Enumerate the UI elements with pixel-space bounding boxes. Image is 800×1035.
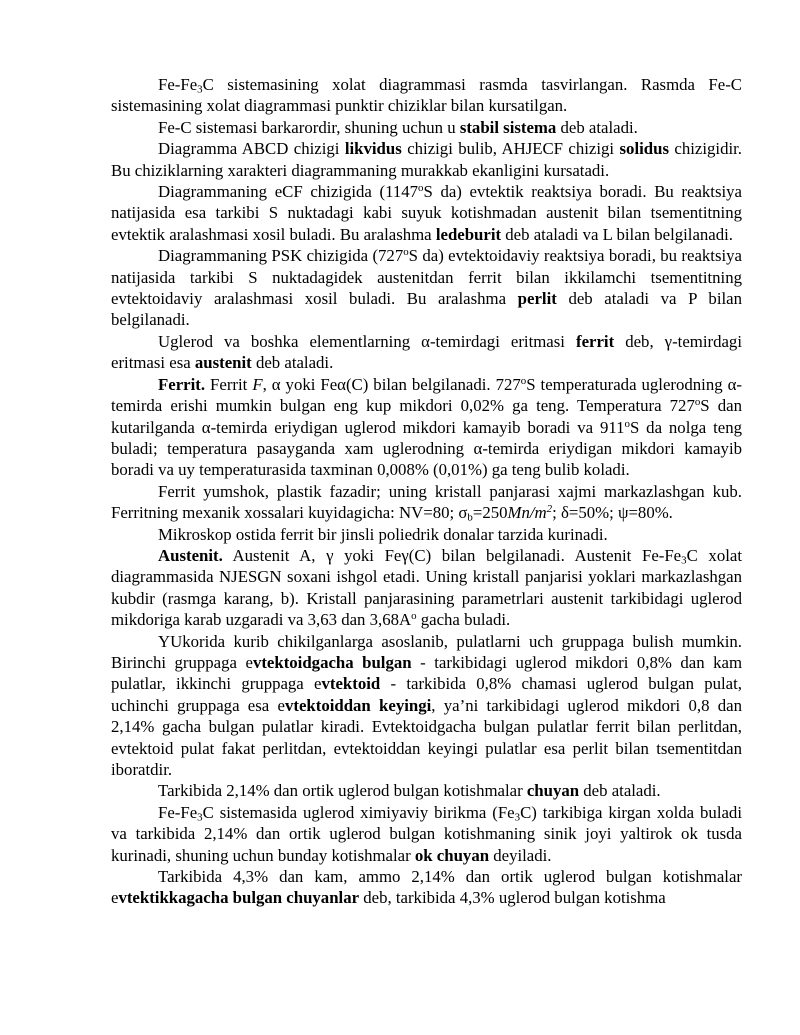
paragraph	[111, 481, 742, 524]
text-run: deb ataladi.	[251, 353, 334, 373]
text-run: Ferrit	[205, 374, 253, 394]
text-run: gacha buladi.	[416, 610, 511, 630]
text-run: o	[694, 396, 701, 409]
text-run: ; δ=50%; ψ=80%.	[552, 503, 673, 523]
text-run: deb ataladi va L bilan belgilanadi.	[501, 224, 733, 244]
text-run: S dan kutarilganda α-temirda eriydigan uglerod mikdori kamayib boradi va 911	[111, 396, 742, 437]
bold-term: likvidus	[344, 139, 402, 159]
text-run: deyiladi.	[489, 845, 552, 865]
text-run: o	[520, 374, 527, 387]
text-run: Mikroskop ostida ferrit bir jinsli poliedrik donalar tarzida kurinadi.	[158, 524, 608, 544]
text-run: Diagramma ABCD chizigi	[158, 139, 345, 159]
text-run: 2	[546, 503, 553, 516]
bold-term: solidus	[619, 139, 669, 159]
paragraph	[111, 117, 742, 138]
text-run: deb ataladi va P bilan belgilanadi.	[111, 289, 742, 330]
paragraph	[111, 545, 742, 631]
bold-term: ferrit	[575, 331, 615, 351]
text-run: YUkorida kurib chikilganlarga asoslanib, pulatlarni uch gruppaga bulish mumkin. Birinchi gruppaga e	[111, 631, 742, 672]
text-run: o	[418, 182, 424, 195]
paragraph	[111, 331, 742, 374]
paragraph	[111, 181, 742, 245]
text-run: o	[411, 610, 417, 623]
text-run: - tarkibida 0,8% chamasi uglerod bulgan pulat, uchinchi gruppaga esa e	[111, 674, 742, 715]
text-run: C sistemasining xolat diagrammasi rasmda tasvirlangan. Rasmda Fe-C sistemasining xolat diagrammasi punktir chiziklar bilan kursatilgan.	[111, 75, 742, 116]
text-run: chizigi bulib, AHJECF chizigi	[401, 139, 620, 159]
text-run: Uglerod va boshka elementlarning α-temirdagi eritmasi	[158, 331, 576, 351]
bold-term: Ferrit.	[158, 374, 206, 394]
text-run: 3	[197, 811, 203, 824]
text-run: F	[252, 374, 263, 394]
text-run: Fe-Fe	[158, 802, 198, 822]
paragraph	[111, 780, 742, 801]
paragraph	[111, 138, 742, 181]
text-run: Diagrammaning eCF chizigida (1147	[158, 182, 419, 202]
bold-term: chuyan	[526, 781, 580, 801]
text-run: S da) evtektoidaviy reaktsiya boradi, bu reaktsiya natijasida tarkibi S nuktadagidek austenitdan ferrit bilan ikkilamchi tsementitning evtektoidaviy aralashmasi xosil buladi. Bu aralashma	[111, 246, 742, 309]
text-run: , ya’ni tarkibidagi uglerod mikdori 0,8 dan 2,14% gacha bulgan pulatlar kiradi. Evtektoidgacha bulgan pulatlar ferrit bilan perlitdan, evtektoid pulat fakat perlitdan, evtektoiddan keyingi pulatlar esa perlit bilan tsementitdan iboratdir.	[111, 695, 742, 779]
bold-term: ledeburit	[435, 224, 502, 244]
text-run: Tarkibida 2,14% dan ortik uglerod bulgan kotishmalar	[158, 781, 527, 801]
bold-term: vtektoiddan keyingi	[284, 695, 432, 715]
paragraph	[111, 524, 742, 545]
text-run: 3	[197, 83, 203, 96]
bold-term: ok chuyan	[414, 845, 490, 865]
text-run: C xolat diagrammasida NJESGN soxani ishgol etadi. Uning kristall panjarisi yoklari markazlashgan kubdir (rasmga karang, b). Kristall panjarasining parametrlari austenit tarkibidagi uglerod mikdoriga karab uzgaradi va 3,63 dan 3,68A	[111, 545, 742, 630]
text-run: Tarkibida 4,3% dan kam, ammo 2,14% dan ortik uglerod bulgan kotishmalar e	[111, 867, 742, 908]
text-run: deb ataladi.	[579, 781, 661, 801]
text-run: Mn/m	[507, 503, 547, 523]
text-run: 3	[681, 554, 687, 567]
text-run: o	[624, 417, 630, 430]
paragraph	[111, 866, 742, 909]
bold-term: vtektoid	[321, 674, 381, 694]
bold-term: perlit	[517, 289, 557, 309]
text-run: =250	[472, 503, 508, 523]
text-run: - tarkibidagi uglerod mikdori 0,8% dan kam pulatlar, ikkinchi gruppaga e	[111, 652, 742, 694]
text-run: C) tarkibiga kirgan xolda buladi va tarkibida 2,14% dan ortik uglerod bulgan kotishmaning sinik joyi yaltirok ok tusda kurinadi, shuning uchun bunday kotishmalar	[111, 802, 742, 865]
paragraph	[111, 802, 742, 866]
paragraph	[111, 374, 742, 481]
text-run: Diagrammaning PSK chizigida (727	[158, 246, 404, 266]
text-run: , α yoki Feα(C) bilan belgilanadi. 727	[262, 374, 521, 394]
text-run: Fe-C sistemasi barkarordir, shuning uchun u	[158, 117, 460, 137]
text-run: C sistemasida uglerod ximiyaviy birikma (Fe	[202, 802, 515, 822]
text-run: Ferrit yumshok, plastik fazadir; uning kristall panjarasi xajmi markazlashgan kub. Ferritning mexanik xossalari kuyidagicha: NV=80; σ	[111, 481, 742, 523]
bold-term: stabil sistema	[459, 117, 557, 137]
text-run: S temperaturada uglerodning α-temirda erishi mumkin bulgan eng kup mikdori 0,02% ga teng. Temperatura 727	[111, 374, 742, 416]
text-run: 3	[514, 811, 521, 824]
text-run: Austenit A, γ yoki Feγ(C) bilan belgilanadi. Austenit Fe-Fe	[222, 545, 682, 565]
bold-term: vtektoidgacha bulgan	[252, 652, 412, 672]
bold-term: Austenit.	[158, 545, 223, 565]
bold-term: vtektikkagacha bulgan chuyanlar	[118, 888, 360, 908]
bold-term: austenit	[194, 353, 252, 373]
paragraph	[111, 245, 742, 331]
paragraph	[111, 74, 742, 117]
text-run: S da) evtektik reaktsiya boradi. Bu reaktsiya natijasida esa tarkibi S nuktadagi kabi suyuk kotishmadan austenit bilan tsementitning evtektik aralashmasi xosil buladi. Bu aralashma	[111, 182, 742, 244]
text-run: deb, γ-temirdagi eritmasi esa	[111, 331, 742, 373]
text-run: deb, tarkibida 4,3% uglerod bulgan kotishma	[359, 888, 666, 908]
text-run: S da nolga teng buladi; temperatura pasayganda xam uglerodning α-temirda eriydigan mikdori kamayib boradi va uy temperaturasida taxminan 0,008% (0,01%) ga teng bulib koladi.	[111, 417, 742, 480]
text-run: o	[403, 246, 409, 259]
text-run: b	[467, 511, 473, 524]
text-run: Fe-Fe	[158, 75, 198, 94]
paragraph	[111, 631, 742, 781]
text-run: deb ataladi.	[556, 117, 638, 137]
text-run: chizigidir. Bu chiziklarning xarakteri diagrammaning murakkab ekanligini kursatadi.	[111, 139, 742, 180]
